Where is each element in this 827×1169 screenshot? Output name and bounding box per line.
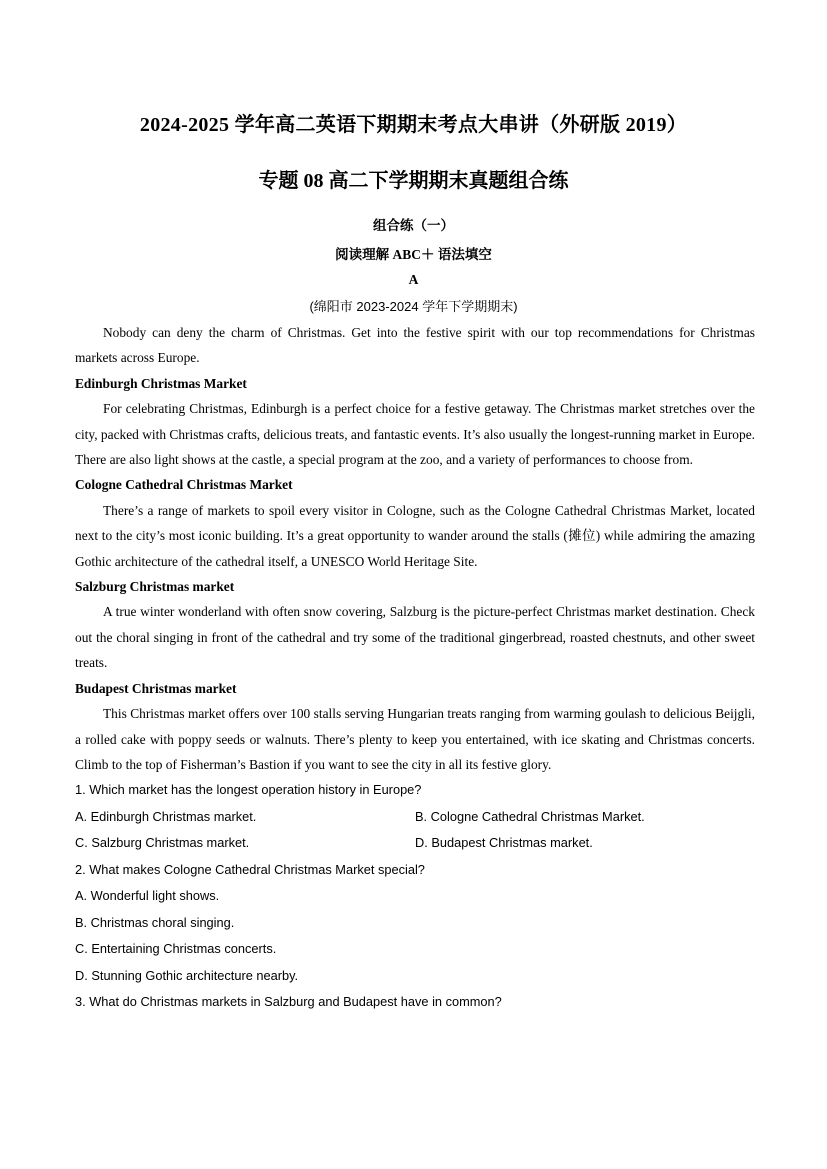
question-3-stem: 3. What do Christmas markets in Salzburg and Budapest have in common? (75, 994, 502, 1010)
question-1-option-a: A. Edinburgh Christmas market. (75, 808, 257, 824)
question-1-options-row-1 (75, 804, 755, 831)
question-2-option-c: C. Entertaining Christmas concerts. (75, 941, 277, 957)
section-heading: 阅读理解 ABC＋ 语法填空 (335, 247, 492, 262)
section-heading-salzburg: Salzburg Christmas market (75, 579, 235, 595)
section-heading-edinburgh: Edinburgh Christmas Market (75, 375, 247, 391)
passage-body (75, 320, 755, 1016)
section-text-edinburgh: For celebrating Christmas, Edinburgh is a perfect choice for a festive getaway. The Christmas market stretches over the city, packed with Christmas crafts, delicious treats, and fantastic events. It’s also usually the longest-running market in Europe. There are also light shows at the castle, a special program at the zoo, and a variety of performances to choose from. (75, 401, 755, 468)
question-2-option-a: A. Wonderful light shows. (75, 888, 220, 904)
question-1-stem: 1. Which market has the longest operation history in Europe? (75, 782, 422, 798)
question-1-options-row-2 (75, 830, 755, 857)
question-1-option-b: B. Cologne Cathedral Christmas Market. (415, 808, 645, 824)
question-2-option-b: B. Christmas choral singing. (75, 914, 235, 930)
section-heading-cologne: Cologne Cathedral Christmas Market (75, 477, 293, 493)
section-text-cologne: There’s a range of markets to spoil every visitor in Cologne, such as the Cologne Cathedral Christmas Market, located next to the city’s most iconic building. It’s a great opportunity to wander around the stalls (摊位) while admiring the amazing Gothic architecture of the cathedral itself, a UNESCO World Heritage Site. (75, 502, 755, 569)
question-2-stem: 2. What makes Cologne Cathedral Christmas Market special? (75, 861, 425, 877)
question-2-option-d: D. Stunning Gothic architecture nearby. (75, 967, 299, 983)
part-label: A (408, 272, 419, 287)
section-text-salzburg: A true winter wonderland with often snow covering, Salzburg is the picture-perfect Christmas market destination. Check out the choral singing in front of the cathedral and try some of the traditional gingerbread, roasted chestnuts, and other sweet treats. (75, 604, 755, 671)
group-heading: 组合练（一） (373, 218, 454, 233)
document-title: 2024-2025 学年高二英语下期期末考点大串讲（外研版 2019） (139, 114, 688, 136)
question-1-option-c: C. Salzburg Christmas market. (75, 835, 250, 851)
section-heading-budapest: Budapest Christmas market (75, 680, 237, 696)
question-1-option-d: D. Budapest Christmas market. (415, 835, 593, 851)
source-note: (绵阳市 2023-2024 学年下学期期末) (309, 299, 518, 314)
passage-intro: Nobody can deny the charm of Christmas. Get into the festive spirit with our top recommendations for Christmas markets across Europe. (75, 325, 755, 366)
section-text-budapest: This Christmas market offers over 100 stalls serving Hungarian treats ranging from warming goulash to delicious Beijgli, a rolled cake with poppy seeds or walnuts. There’s plenty to keep you entertained, with ice skating and Christmas concerts. Climb to the top of Fisherman’s Bastion if you want to see the city in all its festive glory. (75, 706, 755, 772)
topic-title: 专题 08 高二下学期期末真题组合练 (258, 170, 569, 192)
